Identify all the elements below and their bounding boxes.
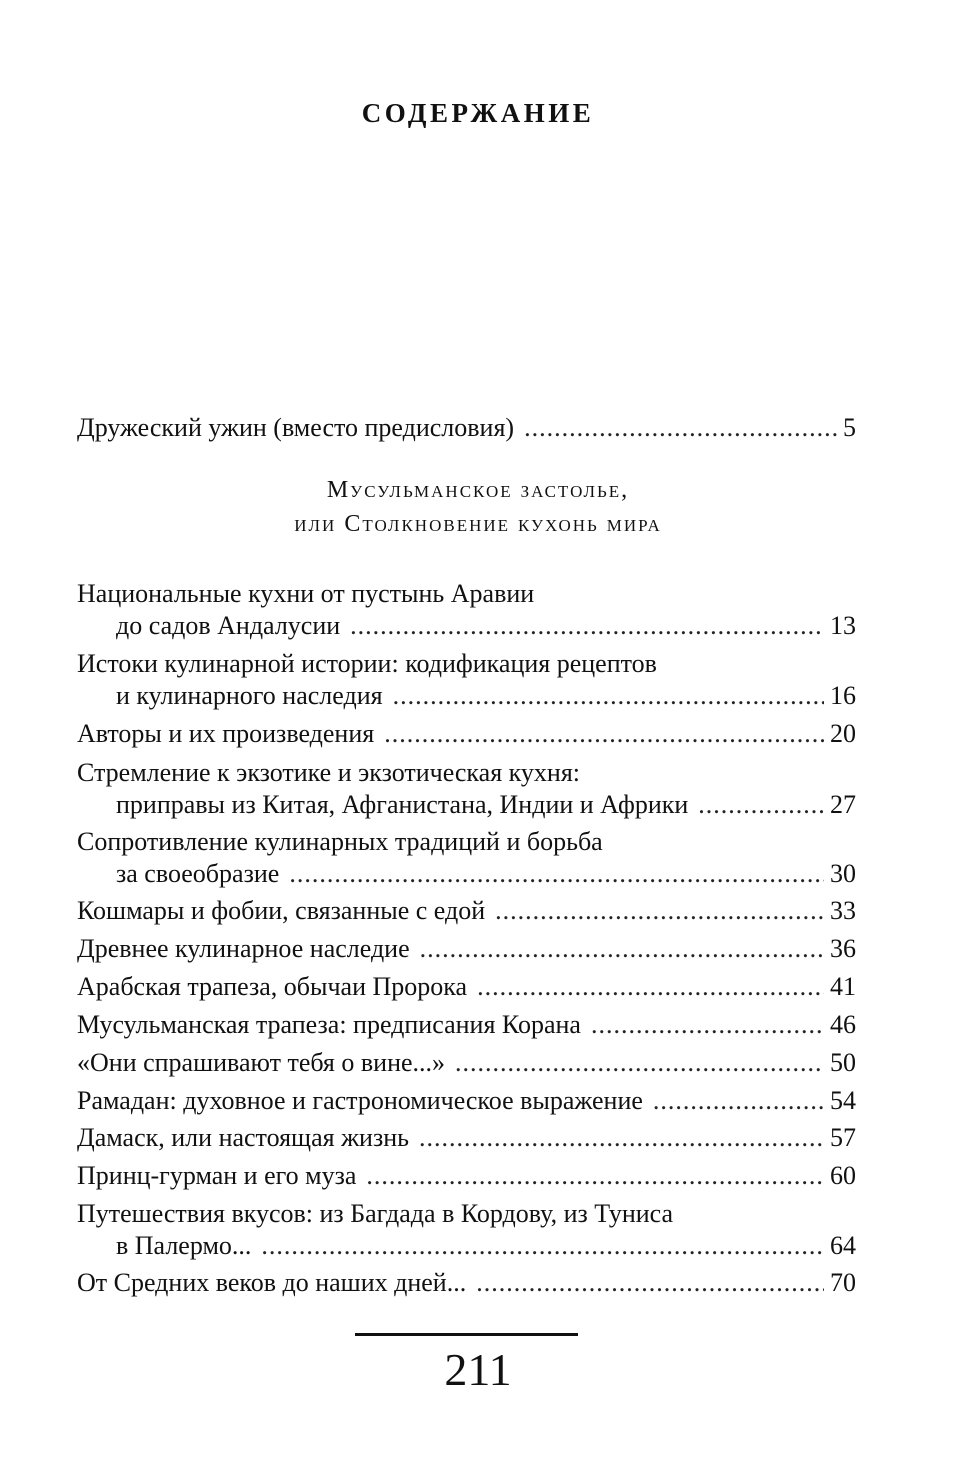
toc-entry-page: 70	[830, 1268, 856, 1297]
dot-leader	[261, 1230, 824, 1262]
toc-entry-page: 27	[830, 790, 856, 819]
toc-entry-title: Авторы и их произведения	[77, 719, 375, 748]
toc-entry[interactable]	[77, 1267, 856, 1299]
dot-leader	[698, 789, 824, 821]
toc-entry-title: до садов Андалусии	[116, 611, 341, 640]
toc-entry[interactable]	[77, 1047, 856, 1079]
toc-entry-continuation[interactable]	[116, 1230, 856, 1262]
toc-entry[interactable]	[77, 1160, 856, 1192]
toc-entry-title[interactable]: Стремление к экзотике и экзотическая кухня:	[77, 758, 581, 787]
dot-leader	[591, 1009, 824, 1041]
toc-entry[interactable]	[77, 971, 856, 1003]
dot-leader	[419, 1122, 824, 1154]
toc-entry-title: Принц-гурман и его муза	[77, 1161, 357, 1190]
dot-leader	[289, 858, 824, 890]
folio-rule	[355, 1333, 578, 1336]
dot-leader	[653, 1085, 824, 1117]
toc-entry-title: приправы из Китая, Афганистана, Индии и Африки	[116, 790, 689, 819]
toc-entry-continuation[interactable]	[116, 789, 856, 821]
toc-entry-title[interactable]: Национальные кухни от пустынь Аравии	[77, 579, 535, 608]
toc-entry-page: 30	[830, 859, 856, 888]
toc-entry[interactable]	[77, 1009, 856, 1041]
toc-entry-preface[interactable]	[77, 412, 856, 444]
section-title-line-2: или Столкновение кухонь мира	[294, 511, 662, 537]
toc-entry-page: 46	[830, 1010, 856, 1039]
dot-leader	[495, 895, 824, 927]
toc-entry-continuation[interactable]	[116, 680, 856, 712]
dot-leader	[384, 718, 824, 750]
toc-entry-title: Рамадан: духовное и гастрономическое выражение	[77, 1086, 643, 1115]
dot-leader	[366, 1160, 824, 1192]
toc-entry-continuation[interactable]	[116, 858, 856, 890]
toc-entry-title: за своеобразие	[116, 859, 280, 888]
dot-leader	[476, 1267, 824, 1299]
toc-entry-title[interactable]: Истоки кулинарной истории: кодификация рецептов	[77, 649, 657, 678]
toc-entry-title: и кулинарного наследия	[116, 681, 383, 710]
toc-entry-title: Дамаск, или настоящая жизнь	[77, 1123, 409, 1152]
toc-entry-page: 60	[830, 1161, 856, 1190]
dot-leader	[350, 610, 824, 642]
toc-entry-page: 33	[830, 896, 856, 925]
toc-entry-page: 54	[830, 1086, 856, 1115]
toc-entry-title[interactable]: Путешествия вкусов: из Багдада в Кордову, из Туниса	[77, 1199, 674, 1228]
dot-leader	[455, 1047, 824, 1079]
dot-leader	[420, 933, 824, 965]
toc-entry-page: 20	[830, 719, 856, 748]
toc-entry-title: От Средних веков до наших дней...	[77, 1268, 467, 1297]
toc-entry-title: «Они спрашивают тебя о вине...»	[77, 1048, 446, 1077]
toc-entry-title: в Палермо...	[116, 1231, 252, 1260]
toc-entry-title: Мусульманская трапеза: предписания Корана	[77, 1010, 581, 1039]
toc-entry-title[interactable]: Сопротивление кулинарных традиций и борьба	[77, 827, 603, 856]
toc-entry[interactable]	[77, 718, 856, 750]
toc-entry[interactable]	[77, 1085, 856, 1117]
toc-entry-title: Древнее кулинарное наследие	[77, 934, 410, 963]
toc-heading: СОДЕРЖАНИЕ	[361, 98, 595, 128]
toc-entry-page: 36	[830, 934, 856, 963]
toc-entry-title: Кошмары и фобии, связанные с едой	[77, 896, 486, 925]
dot-leader	[477, 971, 824, 1003]
dot-leader	[524, 412, 837, 444]
dot-leader	[393, 680, 824, 712]
toc-entry-page: 41	[830, 972, 856, 1001]
toc-entry-title: Арабская трапеза, обычаи Пророка	[77, 972, 468, 1001]
toc-entry[interactable]	[77, 1122, 856, 1154]
toc-entry-page: 50	[830, 1048, 856, 1077]
section-title-line-1: Мусульманское застолье,	[326, 477, 630, 503]
toc-entry-page: 13	[830, 611, 856, 640]
toc-entry-page: 5	[843, 413, 856, 442]
toc-entry-page: 16	[830, 681, 856, 710]
toc-entry-page: 57	[830, 1123, 856, 1152]
toc-entry-title: Дружеский ужин (вместо предисловия)	[77, 413, 515, 442]
toc-entry-continuation[interactable]	[116, 610, 856, 642]
toc-entry[interactable]	[77, 933, 856, 965]
toc-entry-page: 64	[830, 1231, 856, 1260]
page-number: 211	[444, 1344, 512, 1395]
toc-entry[interactable]	[77, 895, 856, 927]
